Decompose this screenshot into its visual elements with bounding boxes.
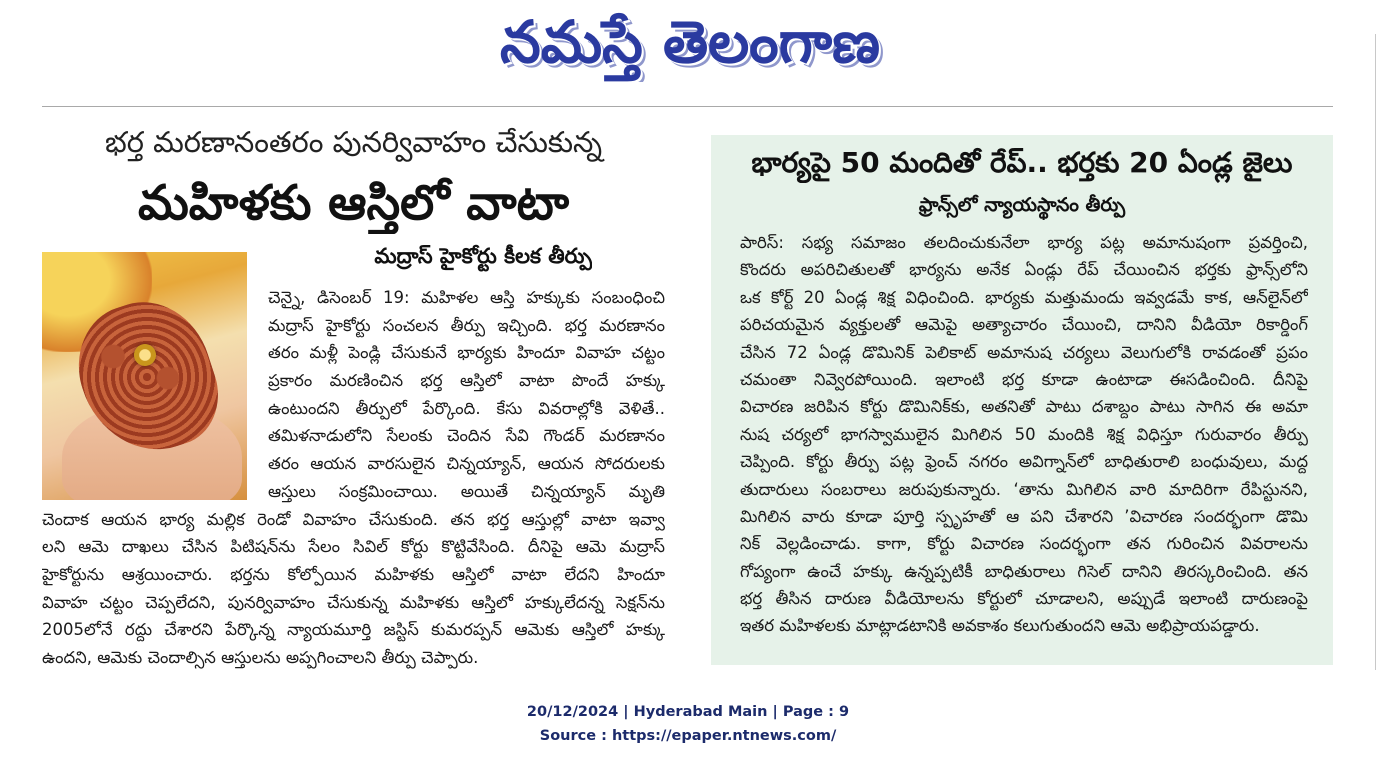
body-line: నిక్ వెల్లడించాడు. కాగా, కోర్టు విచారణ సందర్భంగా తన గురించిన వివరాలను (740, 534, 1308, 554)
body-line: ఒక కోర్ట్ 20 ఏండ్ల శిక్ష విధించింది. భార్యకు మత్తుమందు ఇవ్వడమే కాక, ఆన్‌లైన్‌లో (740, 287, 1308, 307)
body-line: ప్రకారం మరణించిన భర్త ఆస్తిలో వాటా పొందే హక్కు (268, 371, 665, 391)
page-edge-divider (1375, 34, 1376, 670)
body-line: చెప్పింది. కోర్టు తీర్పు పట్ల ఫ్రెంచ్ నగరం అవిగ్నాన్‌లో బాధితురాలి బంధువులు, మద్ద (740, 452, 1308, 472)
body-line: మద్రాస్ హైకోర్టు సంచలన తీర్పు ఇచ్చింది. భర్త మరణానం (268, 315, 665, 335)
left-article-body-narrow (268, 284, 665, 506)
body-line: భర్త తీసిన దారుణ వీడియోలను కోర్టులో చూడాలని, అప్పుడే ఇలాంటి దారుణంపై (740, 589, 1308, 609)
footer-source: Source : https://epaper.ntnews.com/ (539, 728, 837, 744)
body-line: చమంతా నివ్వెరపోయింది. ఇలాంటి భర్త కూడా ఉంటాడా ఈసడించింది. దీనిపై (740, 369, 1308, 389)
left-article-kicker: భర్త మరణానంతరం పునర్వివాహం చేసుకున్న (104, 125, 603, 159)
body-line: లని ఆమె దాఖలు చేసిన పిటిషన్‌ను సేలం సివిల్ కోర్టు కొట్టివేసింది. దీనిపై ఆమె మద్రాస్ (42, 537, 665, 557)
body-line: నుష చర్యలో భాగస్వాములైన మిగిలిన 50 మందికి శిక్ష విధిస్తూ గురువారం తీర్పు (740, 424, 1308, 444)
left-article-headline: మహిళకు ఆస్తిలో వాటా (137, 175, 570, 231)
photo-ring-shape (134, 344, 156, 366)
body-line: ఉందని, ఆమెకు చెందాల్సిన ఆస్తులను అప్పగించాలని తీర్పు చెప్పారు. (42, 648, 479, 668)
right-article-subhead: ఫ్రాన్స్‌లో న్యాయస్థానం తీర్పు (918, 194, 1126, 216)
body-line: పరిచయమైన వ్యక్తులతో ఆమెపై అత్యాచారం చేయించి, దానిని వీడియో రికార్డింగ్ (740, 315, 1308, 335)
body-line: ఇతర మహిళలకు మాట్లాడటానికి అవకాశం కలుగుతుందని ఆమె అభిప్రాయపడ్డారు. (740, 616, 1260, 636)
right-article-body (740, 229, 1308, 640)
body-line: హైకోర్టును ఆశ్రయించారు. భర్తను కోల్పోయిన మహిళకు ఆస్తిలో వాటా లేదని హిందూ (42, 564, 665, 584)
right-article-headline: భార్యపై 50 మందితో రేప్.. భర్తకు 20 ఏండ్ల జైలు (751, 146, 1293, 179)
left-article-subhead: మద్రాస్ హైకోర్టు కీలక తీర్పు (374, 244, 592, 268)
body-line: చెన్నై, డిసెంబర్ 19: మహిళల ఆస్తి హక్కుకు సంబంధించి (268, 288, 665, 307)
left-article-body-wide (42, 506, 665, 672)
body-line: విచారణ జరిపిన కోర్టు డొమినిక్‌కు, అతనితో పాటు దశాబ్దం పాటు సాగిన ఈ అమా (740, 397, 1308, 417)
footer-edition-info: 20/12/2024 | Hyderabad Main | Page : 9 (526, 704, 850, 720)
body-line: పారిస్: సభ్య సమాజం తలదించుకునేలా భార్య పట్ల అమానుషంగా ప్రవర్తించి, (740, 233, 1308, 252)
body-line: ఉంటుందని తీర్పులో పేర్కొంది. కేసు వివరాల్లోకి వెళితే.. (268, 398, 665, 418)
wedding-hands-photo (42, 252, 247, 500)
body-line: కొందరు అపరిచితులతో భార్యను అనేక ఏండ్లు రేప్ చేయించిన భర్తకు ఫ్రాన్స్‌లోని (740, 260, 1308, 280)
right-article-box (711, 135, 1333, 665)
body-line: చేసిన 72 ఏండ్ల డొమినిక్ పెలికాట్ అమానుష చర్యలు వెలుగులోకి రావడంతో ప్రపం (740, 342, 1308, 362)
body-line: తరం మళ్లీ పెండ్లి చేసుకునే భార్యకు హిందూ వివాహ చట్టం (268, 343, 665, 363)
page-footer (388, 700, 988, 748)
body-line: గోప్యంగా ఉంచే హక్కు ఉన్నప్పటికీ బాధితురాలు గిసెల్ దానిని తిరస్కరించింది. తన (740, 561, 1308, 581)
body-line: మిగిలిన వారు కూడా పూర్తి స్పృహతో ఆ పని చేశారని ’విచారణ సందర్భంగా డొమి (740, 506, 1308, 526)
masthead-divider (42, 106, 1333, 107)
body-line: 2005లోనే రద్దు చేశారని పేర్కొన్న న్యాయమూర్తి జస్టిస్ కుమరప్పన్ ఆమెకు ఆస్తిలో హక్కు (42, 620, 665, 640)
masthead-logo: నమస్తే తెలంగాణ (500, 8, 880, 76)
body-line: తమిళనాడులోని సేలంకు చెందిన సేవి గౌండర్ మరణానం (268, 426, 665, 446)
body-line: తరం ఆయన వారసులైన చిన్నయ్యాన్, ఆయన సోదరులకు (268, 454, 665, 474)
body-line: తుదారులు సంబరాలు జరుపుకున్నారు. ‘తాను మిగిలిన వారి మాదిరిగా రేపిస్టునని, (740, 479, 1308, 499)
body-line: ఆస్తులు సంక్రమించాయి. అయితే చిన్నయ్యాన్ మృతి (268, 481, 665, 501)
body-line: వివాహ చట్టం చెప్పలేదని, పునర్వివాహం చేసుకున్న మహిళకు ఆస్తిలో హక్కులేదన్న సెక్షన్‌ను (42, 592, 665, 612)
body-line: చెందాక ఆయన భార్య మల్లిక రెండో వివాహం చేసుకుంది. తన భర్త ఆస్తుల్లో వాటా ఇవ్వా (42, 509, 665, 529)
